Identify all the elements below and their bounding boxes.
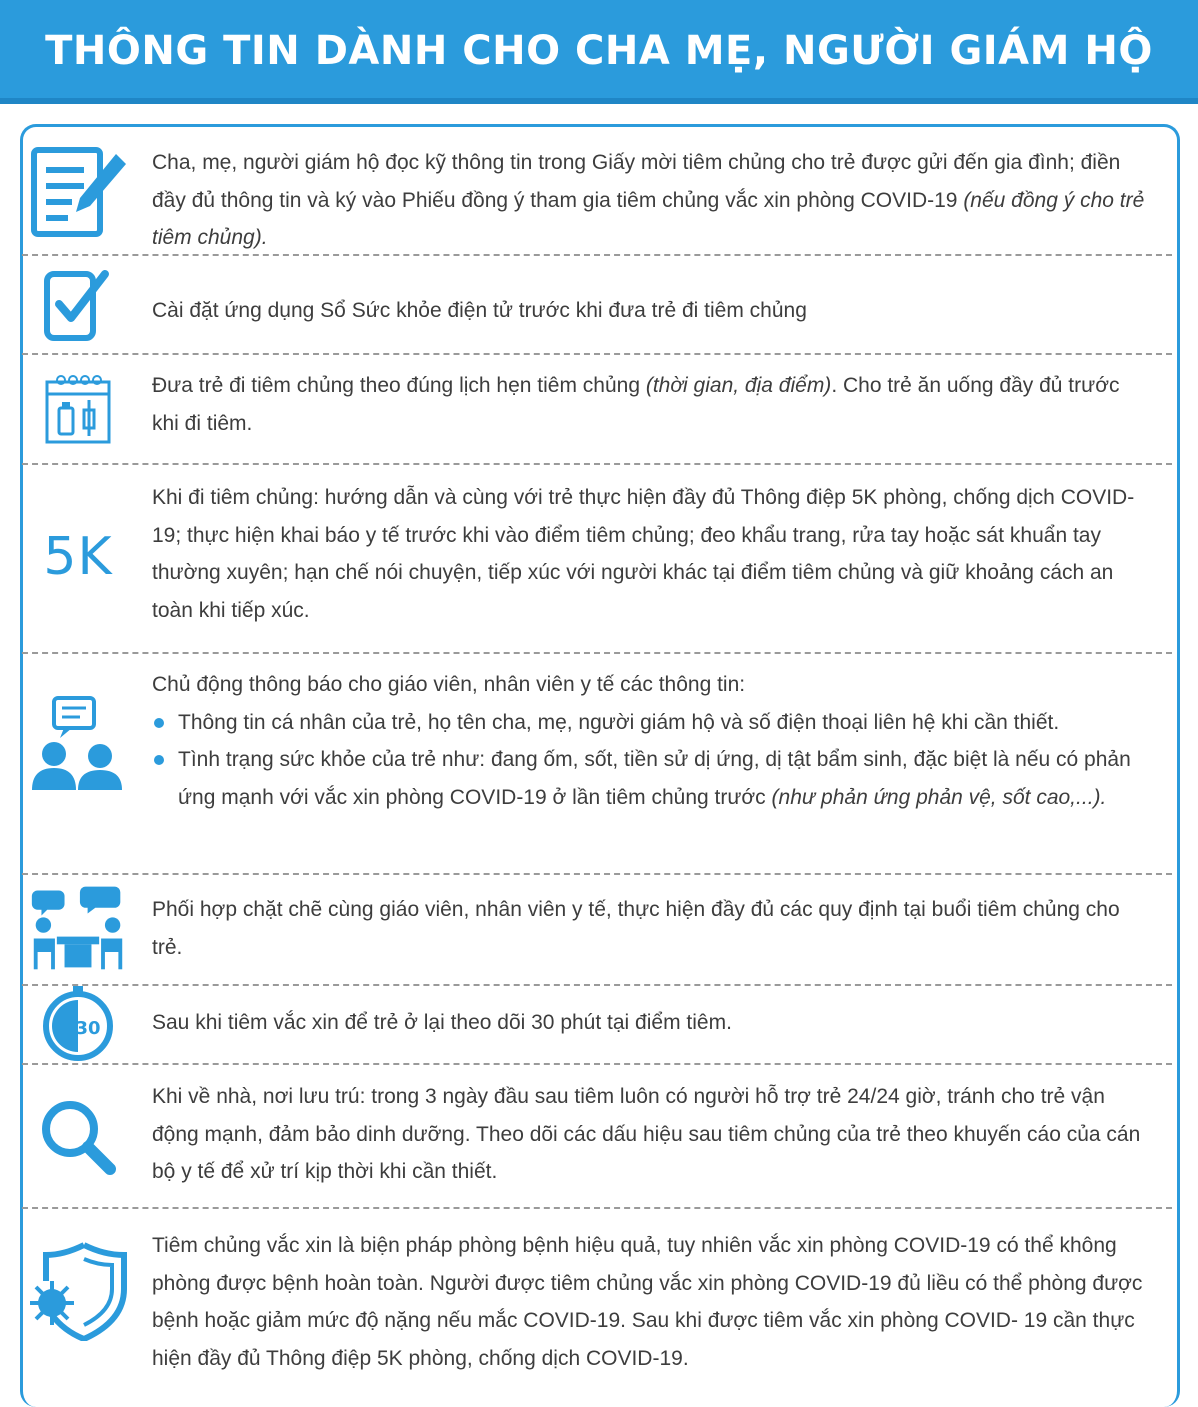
five-k-label: 5K xyxy=(43,527,113,587)
phone-check-icon xyxy=(28,256,128,356)
page-title: THÔNG TIN DÀNH CHO CHA MẸ, NGƯỜI GIÁM HỘ xyxy=(45,28,1153,74)
info-item-5-text: Chủ động thông báo cho giáo viên, nhân viên y tế các thông tin: Thông tin cá nhân của trẻ, họ tên cha, mẹ, người giám hộ và số điện thoại liên hệ khi cần thiết. Tình trạng sức khỏe của trẻ như: đang ốm, sốt, tiền sử dị ứng, dị tật bẩm sinh, đặc biệt là nếu có phản ứng mạnh với vắc xin phòng COVID-19 ở lần tiêm chủng trước (như phản ứng phản vệ, sốt cao,...). xyxy=(152,666,1148,816)
people-chat-icon xyxy=(28,694,128,794)
timer-30-icon xyxy=(28,974,128,1074)
calendar-vaccine-icon xyxy=(28,359,128,459)
info-item-5 xyxy=(22,654,1172,875)
info-item-7 xyxy=(22,986,1172,1065)
info-item-3 xyxy=(22,355,1172,465)
bullet-item: Tình trạng sức khỏe của trẻ như: đang ốm, sốt, tiền sử dị ứng, dị tật bẩm sinh, đặc biệt là nếu có phản ứng mạnh với vắc xin phòng COVID-19 ở lần tiêm chủng trước (như phản ứng phản vệ, sốt cao,...). xyxy=(152,741,1148,816)
info-item-4-text: Khi đi tiêm chủng: hướng dẫn và cùng với trẻ thực hiện đầy đủ Thông điệp 5K phòng, chống dịch COVID-19; thực hiện khai báo y tế trước khi vào điểm tiêm chủng; đeo khẩu trang, rửa tay hoặc sát khuẩn tay thường xuyên; hạn chế nói chuyện, tiếp xúc với người khác tại điểm tiêm chủng và giữ khoảng cách an toàn khi tiếp xúc. xyxy=(152,486,1135,622)
meeting-table-icon xyxy=(28,877,128,977)
timer-30-label: 30 xyxy=(75,1018,101,1039)
info-item-1-text: Cha, mẹ, người giám hộ đọc kỹ thông tin trong Giấy mời tiêm chủng cho trẻ được gửi đến gia đình; điền đầy đủ thông tin và ký vào Phiếu đồng ý tham gia tiêm chủng vắc xin phòng COVID-19 (nếu đồng ý cho trẻ tiêm chủng). xyxy=(152,151,1145,249)
info-item-8-text: Khi về nhà, nơi lưu trú: trong 3 ngày đầu sau tiêm luôn có người hỗ trợ trẻ 24/24 giờ, tránh cho trẻ vận động mạnh, đảm bảo dinh dưỡng. Theo dõi các dấu hiệu sau tiêm chủng của trẻ theo khuyến cáo của cán bộ y tế để xử trí kịp thời khi cần thiết. xyxy=(152,1085,1141,1183)
info-item-3-text: Đưa trẻ đi tiêm chủng theo đúng lịch hẹn tiêm chủng (thời gian, địa điểm). Cho trẻ ăn uống đầy đủ trước khi đi tiêm. xyxy=(152,374,1120,435)
info-item-2-text: Cài đặt ứng dụng Sổ Sức khỏe điện tử trước khi đưa trẻ đi tiêm chủng xyxy=(152,299,807,322)
info-item-6-text: Phối hợp chặt chẽ cùng giáo viên, nhân viên y tế, thực hiện đầy đủ các quy định tại buổi tiêm chủng cho trẻ. xyxy=(152,898,1120,959)
magnifier-icon xyxy=(28,1087,128,1187)
info-item-8 xyxy=(22,1065,1172,1209)
info-item-9 xyxy=(22,1209,1172,1380)
info-item-2 xyxy=(22,256,1172,355)
header-banner xyxy=(0,0,1198,104)
info-item-4 xyxy=(22,465,1172,654)
info-item-1 xyxy=(22,128,1172,256)
form-edit-icon xyxy=(28,142,128,242)
shield-virus-icon xyxy=(28,1241,128,1341)
info-item-7-text: Sau khi tiêm vắc xin để trẻ ở lại theo dõi 30 phút tại điểm tiêm. xyxy=(152,1011,732,1034)
info-item-9-text: Tiêm chủng vắc xin là biện pháp phòng bệnh hiệu quả, tuy nhiên vắc xin phòng COVID-19 có thể không phòng được bệnh hoàn toàn. Người được tiêm chủng vắc xin phòng COVID-19 đủ liều có thể phòng được bệnh hoặc giảm mức độ nặng nếu mắc COVID-19. Sau khi được tiêm vắc xin phòng COVID- 19 cần thực hiện đầy đủ Thông điệp 5K phòng, chống dịch COVID-19. xyxy=(152,1234,1143,1370)
bullet-item: Thông tin cá nhân của trẻ, họ tên cha, mẹ, người giám hộ và số điện thoại liên hệ khi cần thiết. xyxy=(152,704,1148,742)
info-item-6 xyxy=(22,875,1172,986)
